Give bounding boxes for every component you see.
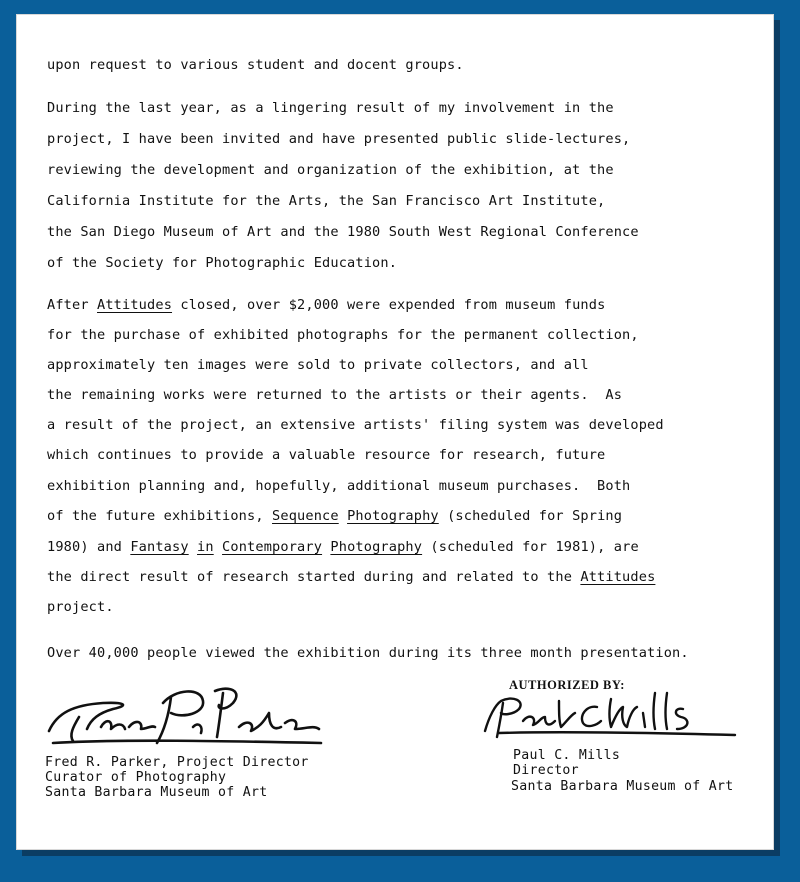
text-run: of the future exhibitions,: [47, 508, 273, 524]
signer-name-left: Fred R. Parker, Project Director: [45, 755, 309, 770]
exhibition-title: Fantasy: [130, 539, 189, 555]
text-line: approximately ten images were sold to private collectors, and all: [47, 357, 589, 373]
text-run: After: [47, 297, 98, 313]
text-line: which continues to provide a valuable resource for research, future: [47, 447, 606, 463]
signer-org-left: Santa Barbara Museum of Art: [45, 785, 268, 800]
text-line: of the Society for Photographic Education.: [47, 255, 398, 271]
text-line: project, I have been invited and have presented public slide-lectures,: [47, 131, 631, 147]
text-line: [47, 508, 622, 524]
signature-fred-parker-image: [43, 683, 323, 755]
text-line: Over 40,000 people viewed the exhibition during its three month presentation.: [47, 645, 689, 661]
exhibition-title: in: [197, 539, 214, 555]
letter-page: [16, 14, 774, 850]
exhibition-title: Photography: [330, 539, 423, 555]
signer-title-right: Director: [513, 763, 579, 778]
text-run: [339, 508, 347, 524]
text-line: the San Diego Museum of Art and the 1980 South West Regional Conference: [47, 224, 639, 240]
text-line: During the last year, as a lingering result of my involvement in the: [47, 100, 614, 116]
authorized-by-label: AUTHORIZED BY:: [509, 678, 625, 692]
text-line: for the purchase of exhibited photographs for the permanent collection,: [47, 327, 639, 343]
exhibition-title: Attitudes: [97, 297, 173, 313]
signer-name-right: Paul C. Mills: [513, 748, 621, 763]
text-run: the direct result of research started during and related to the: [47, 569, 581, 585]
exhibition-title: Attitudes: [580, 569, 656, 585]
exhibition-title: Contemporary: [222, 539, 323, 555]
signature-paul-mills-image: [479, 687, 739, 747]
text-line: reviewing the development and organization of the exhibition, at the: [47, 162, 614, 178]
text-run: closed, over $2,000 were expended from museum funds: [172, 297, 606, 313]
signer-title-left: Curator of Photography: [45, 770, 227, 785]
text-line: project.: [47, 599, 114, 615]
text-line: [47, 539, 639, 555]
text-run: 1980) and: [47, 539, 131, 555]
exhibition-title: Photography: [347, 508, 439, 524]
text-line: [47, 297, 605, 313]
text-run: (scheduled for Spring: [438, 508, 623, 524]
text-line: exhibition planning and, hopefully, additional museum purchases. Both: [47, 478, 631, 494]
text-line: [47, 569, 655, 585]
text-run: (scheduled for 1981), are: [422, 539, 639, 555]
signer-org-right: Santa Barbara Museum of Art: [511, 779, 734, 794]
text-line: a result of the project, an extensive artists' filing system was developed: [47, 417, 664, 433]
text-line: upon request to various student and docent groups.: [47, 57, 464, 73]
exhibition-title: Sequence: [272, 508, 339, 524]
text-line: California Institute for the Arts, the San Francisco Art Institute,: [47, 193, 606, 209]
text-line: the remaining works were returned to the artists or their agents. As: [47, 387, 623, 403]
